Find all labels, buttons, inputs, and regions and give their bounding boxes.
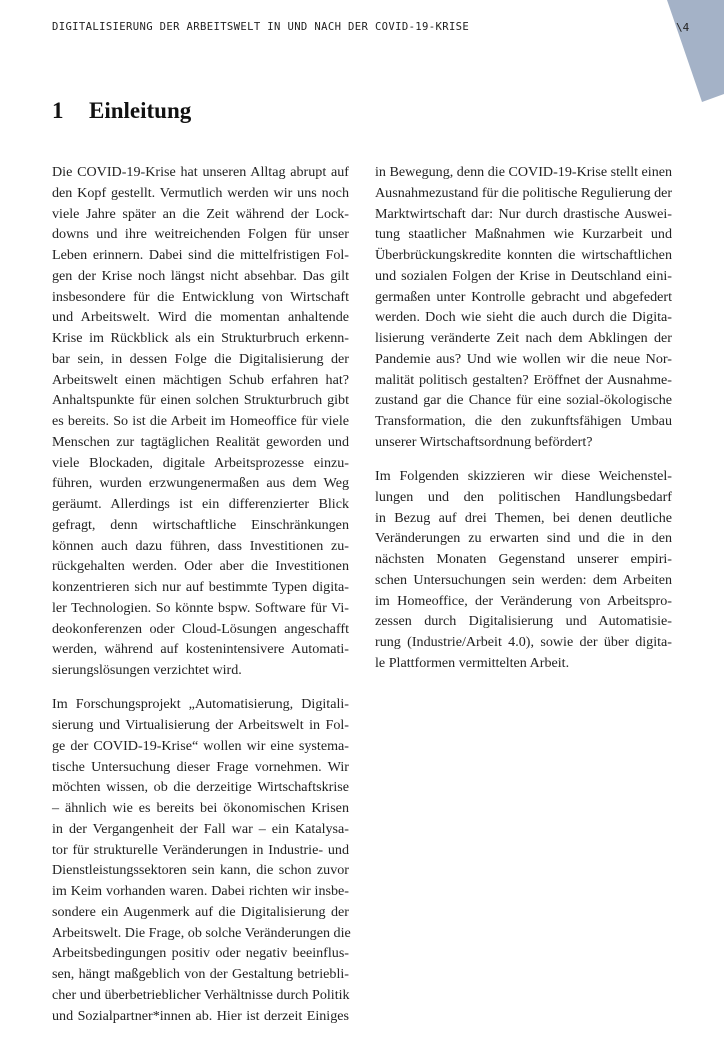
text-line: Ausnahmezustand für die politische Regulierung der	[375, 184, 673, 201]
text-line: rückgehalten werden. Oder aber die Investitionen	[52, 558, 349, 575]
text-line: im Keim vorhanden waren. Dabei richten wir insbe-	[52, 883, 349, 899]
text-line: lisierung veränderte Zeit nach dem Abklingen der	[375, 330, 672, 346]
text-line: möchten wissen, ob die derzeitige Wirtschaftskrise	[52, 779, 349, 796]
paragraph	[375, 466, 672, 674]
text-line: in Bezug auf drei Themen, bei denen deutliche	[375, 509, 672, 526]
text-line: werden, während auf kostenintensivere Automati-	[52, 641, 349, 658]
text-line: und Arbeitswelt. Wird die momentan anhaltende	[52, 309, 349, 326]
text-line: viele Blockaden, digitale Arbeitsprozesse einzu-	[52, 454, 349, 471]
text-line: führen, wurden erzwungenermaßen aus dem Weg	[52, 475, 349, 492]
text-line: tor für strukturelle Veränderungen in Industrie- und	[52, 841, 349, 858]
text-line: nächsten Monaten Gegenstand unserer empiri-	[375, 551, 672, 567]
text-line: es bereits. So ist die Arbeit im Homeoffice für viele	[52, 413, 349, 429]
paragraph	[52, 694, 349, 1026]
section-title: Einleitung	[89, 98, 192, 123]
text-line: Im Forschungsprojekt „Automatisierung, Digitali-	[52, 696, 349, 713]
text-line: sierung und Virtualisierung der Arbeitswelt in Fol-	[52, 717, 349, 733]
text-line: werden. Doch wie sieht die auch durch die Digita-	[375, 309, 672, 326]
text-line: le Plattformen vermittelten Arbeit.	[375, 654, 570, 671]
section-heading	[52, 98, 191, 124]
running-header: DIGITALISIERUNG DER ARBEITSWELT IN UND NACH DER COVID-19-KRISE	[52, 21, 470, 33]
text-line: Pandemie aus? Und wie wollen wir die neue Nor-	[375, 350, 672, 367]
text-line: Leben erinnern. Dabei sind die mittelfristigen Fol-	[52, 247, 349, 263]
text-line: Marktwirtschaft dar: Nur durch drastische Auswei-	[375, 205, 672, 222]
text-line: Menschen zur tagtäglichen Realität geworden und	[52, 433, 349, 450]
text-line: – ähnlich wie es bereits bei ökonomischen Krisen	[52, 800, 349, 816]
text-line: ler Technologien. So könnte bspw. Software für Vi-	[52, 599, 349, 616]
text-line: ge der COVID-19-Krise“ wollen wir eine systema-	[52, 737, 349, 754]
text-line: rung (Industrie/Arbeit 4.0), sowie der über digita-	[375, 634, 672, 650]
text-line: Transformation, die den zukunftsfähigen Umbau	[375, 413, 672, 429]
corner-decoration	[0, 0, 724, 110]
text-line: Im Folgenden skizzieren wir diese Weichenstel-	[375, 468, 672, 484]
text-line: Arbeitswelt einen mächtigen Schub erfahren hat?	[52, 371, 349, 388]
text-line: tische Untersuchung dieser Frage vornehmen. Wir	[52, 758, 349, 775]
text-line: im Homeoffice, der Veränderung von Arbeitspro-	[375, 592, 672, 609]
right-text-column	[375, 162, 672, 687]
text-line: konzentrieren sich nur auf bestimmte Typen digita-	[52, 579, 349, 595]
text-line: können auch dazu führen, dass Investitionen zu-	[52, 537, 349, 554]
text-line: Überbrückungskredite konnten die wirtschaftlichen	[375, 247, 672, 263]
text-line: unserer Wirtschaftsordnung befördert?	[375, 433, 593, 450]
text-line: sondere ein Augenmerk auf die Digitalisierung der	[52, 903, 349, 920]
text-line: tung staatlicher Maßnahmen wie Kurzarbeit und	[375, 226, 672, 243]
text-line: und sozialen Folgen der Krise in Deutschland eini-	[375, 267, 672, 284]
text-line: germaßen unter Kontrolle gebracht und abgefedert	[375, 288, 672, 305]
text-line: sen, hängt maßgeblich von der Gestaltung betriebli-	[52, 966, 349, 982]
page-number: \4	[676, 21, 690, 34]
text-line: in Bewegung, denn die COVID-19-Krise stellt einen	[375, 164, 673, 180]
paragraph	[52, 162, 349, 681]
text-line: Dienstleistungssektoren sein kann, die schon zuvor	[52, 862, 349, 879]
text-line: deokonferenzen oder Cloud-Lösungen angeschafft	[52, 620, 349, 637]
text-line: sierungslösungen verzichtet wird.	[52, 662, 242, 678]
text-line: den Kopf gestellt. Vermutlich werden wir uns noch	[52, 184, 349, 201]
text-line: Anhaltspunkte für einen solchen Strukturbruch gibt	[52, 392, 349, 409]
text-line: zustand gar die Chance für eine sozial-ökologische	[375, 392, 672, 409]
text-line: Arbeitswelt. Die Frage, ob solche Veränderungen die	[52, 924, 351, 941]
text-line: geräumt. Allerdings ist ein differenzierter Blick	[52, 496, 349, 512]
left-text-column	[52, 162, 349, 1040]
section-number: 1	[52, 98, 64, 123]
text-line: Krise im Rückblick als ein Strukturbruch erkenn-	[52, 330, 349, 346]
text-line: lungen und den politischen Handlungsbedarf	[375, 488, 672, 505]
text-line: gefragt, denn wirtschaftliche Einschränkungen	[52, 516, 349, 533]
text-line: gen der Krise noch längst nicht absehbar. Das gilt	[52, 267, 349, 284]
text-line: Die COVID-19-Krise hat unseren Alltag abrupt auf	[52, 164, 349, 180]
corner-accent-shape	[667, 0, 724, 102]
text-line: malität politisch gestalten? Eröffnet der Ausnahme-	[375, 371, 672, 388]
text-line: Veränderungen zu erwarten sind und die in den	[375, 530, 672, 547]
text-line: downs und ihre weitreichenden Folgen für unser	[52, 226, 349, 243]
text-line: zessen durch Digitalisierung und Automatisie-	[375, 613, 672, 630]
text-line: in der Vergangenheit der Fall war – ein Katalysa-	[52, 820, 349, 837]
text-line: viele Jahre später an die Zeit während der Lock-	[52, 205, 349, 222]
text-line: cher und überbetrieblicher Verhältnisse durch Politik	[52, 986, 350, 1003]
text-line: insbesondere für die Entwicklung von Wirtschaft	[52, 288, 349, 305]
paragraph	[375, 162, 672, 453]
text-line: schen Untersuchungen sein werden: dem Arbeiten	[375, 571, 672, 588]
text-line: Arbeitsbedingungen positiv oder negativ beeinflus-	[52, 945, 349, 962]
text-line: bar sein, in dessen Folge die Digitalisierung der	[52, 350, 349, 367]
text-line: und Sozialpartner*innen ab. Hier ist derzeit Einiges	[52, 1007, 349, 1024]
